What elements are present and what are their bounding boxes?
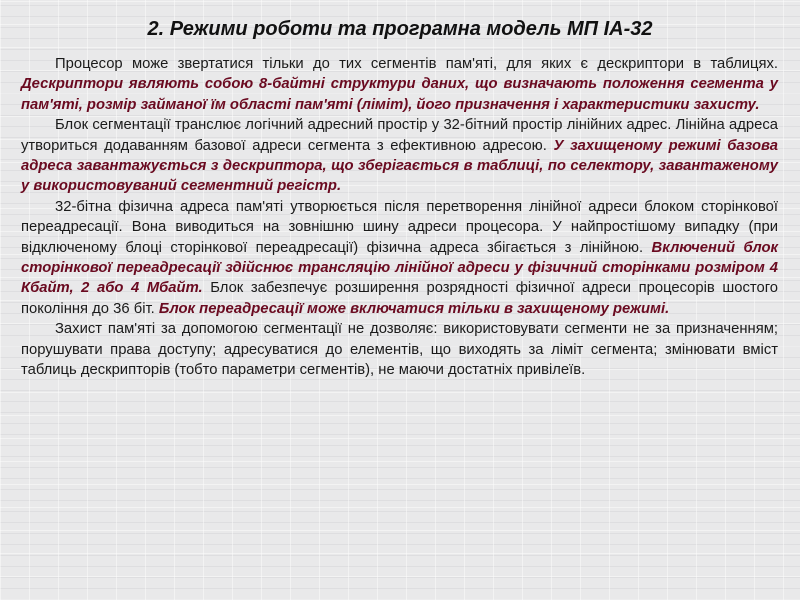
paragraph-4 bbox=[21, 319, 778, 380]
paragraph-2-text: Блок сегментації транслює логічний адресний простір у 32-бітний простір лінійних адрес. Лінійна адреса утвориться додаванням базової адреси сегмента з ефективною адресою. bbox=[21, 117, 778, 154]
paragraph-2 bbox=[21, 115, 778, 197]
paragraph-3-text: 32-бітна фізична адреса пам'яті утворюється після перетворення лінійної адреси блоком сторінкової переадресації. Вона виводиться на зовнішню шину адреси процесора. У найпростішому випадку (при відключеному блоці сторінкової переадресації) фізична адреса збігається з лінійною. bbox=[21, 198, 778, 256]
paragraph-1-text: Процесор може звертатися тільки до тих сегментів пам'яті, для яких є дескриптори в таблицях. bbox=[55, 56, 778, 72]
paragraph-4-text: Захист пам'яті за допомогою сегментації не дозволяє: використовувати сегменти не за призначенням; порушувати права доступу; адресуватися до елементів, що виходять за ліміт сегмента; змінювати вміст таблиць дескрипторів (тобто параметри сегментів), не маючи достатніх привілеїв. bbox=[21, 321, 778, 379]
paragraph-3-highlight-2: Блок переадресації може включатися тільки в захищеному режимі. bbox=[158, 300, 670, 317]
paragraph-1-highlight: Дескриптори являють собою 8-байтні структури даних, що визначають положення сегмента у пам'яті, розмір займаної їм області пам'яті (ліміт), його призначення і характеристики захисту. bbox=[21, 76, 778, 113]
paragraph-3-highlight-1: Включений блок сторінкової переадресації здійснює трансляцію лінійної адреси у фізичний сторінками розміром 4 Кбайт, 2 або 4 Мбайт. bbox=[21, 239, 778, 297]
paragraph-3 bbox=[21, 197, 778, 319]
paragraph-3-text-2: Блок забезпечує розширення розрядності фізичної адреси процесорів шостого покоління до 36 біт. bbox=[21, 280, 778, 317]
slide-body bbox=[21, 54, 778, 381]
slide-title: 2. Режими роботи та програмна модель МП ІА-32 bbox=[147, 18, 653, 40]
paragraph-2-highlight: У захищеному режимі базова адреса завантажується з дескриптора, що зберігається в таблиці, по селектору, завантаженому у використовуваний сегментний регістр. bbox=[21, 137, 778, 195]
paragraph-1 bbox=[21, 54, 778, 115]
